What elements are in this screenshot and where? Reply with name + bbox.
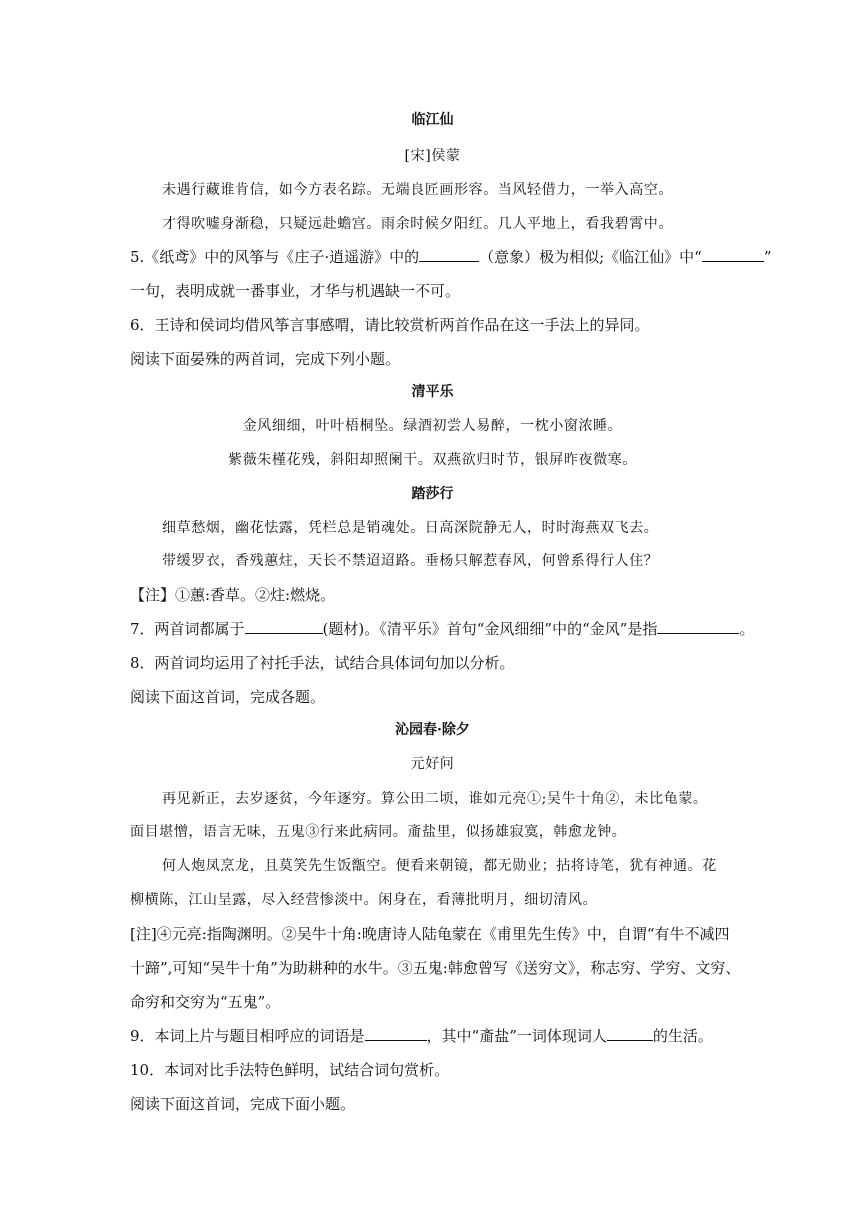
poem4-author: 元好问 <box>410 756 455 772</box>
poem1-author: [宋]侯蒙 <box>404 148 461 164</box>
answer-blank[interactable] <box>702 247 764 262</box>
reading-instruction: 阅读下面这首词，完成各题。 <box>130 688 326 706</box>
answer-blank[interactable] <box>245 619 323 634</box>
poem4-title: 沁园春·除夕 <box>395 722 470 738</box>
q9-text-c: 的生活。 <box>652 1027 713 1045</box>
poem1-line: 才得吹嘘身渐稳，只疑远赴蟾宫。雨余时候夕阳红。几人平地上，看我碧霄中。 <box>162 216 673 232</box>
poem4-line: 柳横陈，江山呈露，尽入经营惨淡中。闲身在，看薄批明月，细切清风。 <box>130 892 598 908</box>
poem1-title: 临江仙 <box>411 112 454 128</box>
answer-blank[interactable] <box>365 1026 427 1041</box>
q9-text-b: ，其中“齑盐”一词体现词人 <box>426 1027 607 1045</box>
q5-text-a: 5.《纸鸢》中的风筝与《庄子·逍遥游》中的 <box>130 248 420 266</box>
poem4-line: 再见新正，去岁逐贫，今年逐穷。算公田二顷，谁如元亮①;吴牛十角②，未比龟蒙。 <box>162 791 708 807</box>
q9-text-a: 9．本词上片与题目相呼应的词语是 <box>130 1027 365 1045</box>
q5-text-c: ” <box>763 248 772 266</box>
q7-text-a: 7．两首词都属于 <box>130 620 245 638</box>
poem4-line: 面目堪憎，语言无味，五鬼③行来此病同。齑盐里，似扬雄寂寞，韩愈龙钟。 <box>130 824 627 840</box>
question-6: 6．王诗和侯词均借风筝言事感喟，请比较赏析两首作品在这一手法上的异同。 <box>130 316 650 334</box>
q7-text-b: (题材)。《清平乐》首句“金风细细”中的“金风”是指 <box>322 620 658 638</box>
question-8: 8．两首词均运用了衬托手法，试结合具体词句加以分析。 <box>130 654 515 672</box>
reading-instruction: 阅读下面晏殊的两首词，完成下列小题。 <box>130 350 401 368</box>
question-9 <box>130 1026 735 1046</box>
answer-blank[interactable] <box>657 619 739 634</box>
poem3-line: 细草愁烟，幽花怯露，凭栏总是销魂处。日高深院静无人，时时海燕双飞去。 <box>162 520 659 536</box>
q7-text-c: 。 <box>739 620 755 638</box>
note: 命穷和交穷为“五鬼”。 <box>130 993 281 1011</box>
note: 十蹄”,可知“吴牛十角”为助耕种的水牛。③五鬼:韩愈曾写《送穷文》，称志穷、学穷、文穷、 <box>130 959 741 977</box>
answer-blank[interactable] <box>419 247 479 262</box>
question-5-cont: 一句，表明成就一番事业，才华与机遇缺一不可。 <box>130 282 461 300</box>
note: [注]④元亮:指陶渊明。②吴牛十角:晚唐诗人陆龟蒙在《甫里先生传》中，自谓“有牛不减四 <box>130 925 730 943</box>
poem2-title: 清平乐 <box>411 384 454 400</box>
poem3-title: 踏莎行 <box>411 486 454 502</box>
question-7 <box>130 619 755 639</box>
note: 【注】①蕙:香草。②炷:燃烧。 <box>130 586 336 604</box>
q5-text-b: （意象）极为相似;《临江仙》中“ <box>479 248 702 266</box>
poem3-line: 带缓罗衣，香残蕙炷，天长不禁迢迢路。垂杨只解惹春风，何曾系得行人住？ <box>162 553 659 569</box>
poem1-line: 未遇行藏谁肯信，如今方表名踪。无端良匠画形容。当风轻借力，一举入高空。 <box>162 182 673 198</box>
question-10: 10．本词对比手法特色鲜明，试结合词句赏析。 <box>130 1061 450 1079</box>
question-5 <box>130 247 772 267</box>
poem4-line: 何人炮凤烹龙，且莫笑先生饭甑空。便看来朝镜，都无勋业；拈将诗笔，犹有神通。花 <box>162 858 717 874</box>
poem2-line: 金风细细，叶叶梧桐坠。绿酒初尝人易醉，一枕小窗浓睡。 <box>242 418 623 434</box>
answer-blank[interactable] <box>607 1026 653 1041</box>
poem2-line: 紫薇朱槿花残，斜阳却照阑干。双燕欲归时节，银屏昨夜微寒。 <box>228 452 637 468</box>
reading-instruction: 阅读下面这首词，完成下面小题。 <box>130 1095 356 1113</box>
